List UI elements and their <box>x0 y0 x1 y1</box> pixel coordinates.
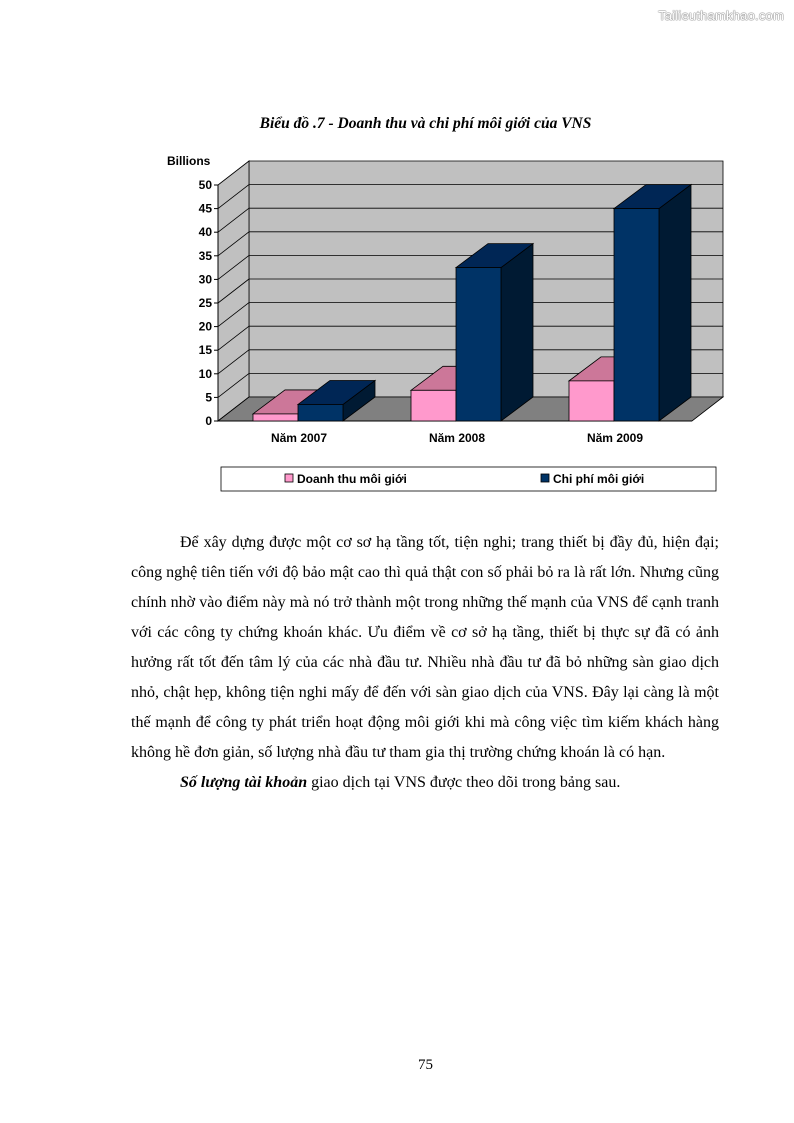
bar-front <box>614 209 659 421</box>
legend-label: Chi phí môi giới <box>553 472 645 486</box>
bar-front <box>253 414 298 421</box>
y-tick-label: 10 <box>198 366 212 381</box>
y-tick-label: 20 <box>198 319 212 334</box>
y-tick-label: 45 <box>198 201 212 216</box>
paragraph-2-text: giao dịch tại VNS được theo dõi trong bảng sau. <box>307 774 621 791</box>
y-tick-label: 15 <box>198 343 212 358</box>
x-tick-label: Năm 2008 <box>428 431 486 445</box>
x-tick-label: Năm 2007 <box>270 431 328 445</box>
y-tick-label: 30 <box>198 272 212 287</box>
body-text <box>131 528 719 798</box>
legend-label: Doanh thu môi giới <box>297 472 407 486</box>
y-tick-label: 50 <box>198 178 212 192</box>
y-tick-label: 35 <box>198 248 212 263</box>
chart-title: Biểu đồ .7 - Doanh thu và chi phí môi giới của VNS <box>259 115 592 132</box>
chart <box>0 0 794 520</box>
paragraph-2-bold: Số lượng tài khoản <box>180 774 308 791</box>
y-axis-label: Billions <box>167 154 211 168</box>
x-tick-label: Năm 2009 <box>586 431 644 445</box>
bar-side <box>501 244 533 421</box>
legend-swatch <box>285 474 293 482</box>
bar <box>614 185 691 421</box>
bar-front <box>456 268 501 421</box>
watermark: Tailieuthamkhao.com <box>658 8 784 23</box>
paragraph-2 <box>131 768 719 798</box>
chart-legend <box>221 467 716 491</box>
bar <box>456 244 533 421</box>
bar-side <box>659 185 691 421</box>
bar-front <box>411 390 456 421</box>
legend-swatch <box>541 474 549 482</box>
page-number: 75 <box>418 1057 433 1073</box>
paragraph-1: Để xây dựng được một cơ sơ hạ tầng tốt, tiện nghi; trang thiết bị đầy đủ, hiện đại; công nghệ tiên tiến với độ bảo mật cao thì quả thật con số phải bỏ ra là rất lớn. Nhưng cũng chính nhờ vào điểm này mà nó trở thành một trong những thế mạnh của VNS để cạnh tranh với các công ty chứng khoán khác. Ưu điểm về cơ sở hạ tầng, thiết bị thực sự đã có ảnh hưởng rất tốt đến tâm lý của các nhà đầu tư. Nhiều nhà đầu tư đã bỏ những sàn giao dịch nhỏ, chật hẹp, không tiện nghi mấy để đến với sàn giao dịch của VNS. Đây lại càng là một thế mạnh để công ty phát triển hoạt động môi giới khi mà công việc tìm kiếm khách hàng không hề đơn giản, số lượng nhà đầu tư tham gia thị trường chứng khoán là có hạn. <box>131 534 719 761</box>
bar-front <box>298 404 343 421</box>
bar-front <box>569 381 614 421</box>
y-tick-label: 25 <box>198 296 212 310</box>
y-tick-label: 0 <box>205 414 212 428</box>
y-tick-label: 5 <box>205 390 212 405</box>
y-tick-label: 40 <box>198 225 212 240</box>
